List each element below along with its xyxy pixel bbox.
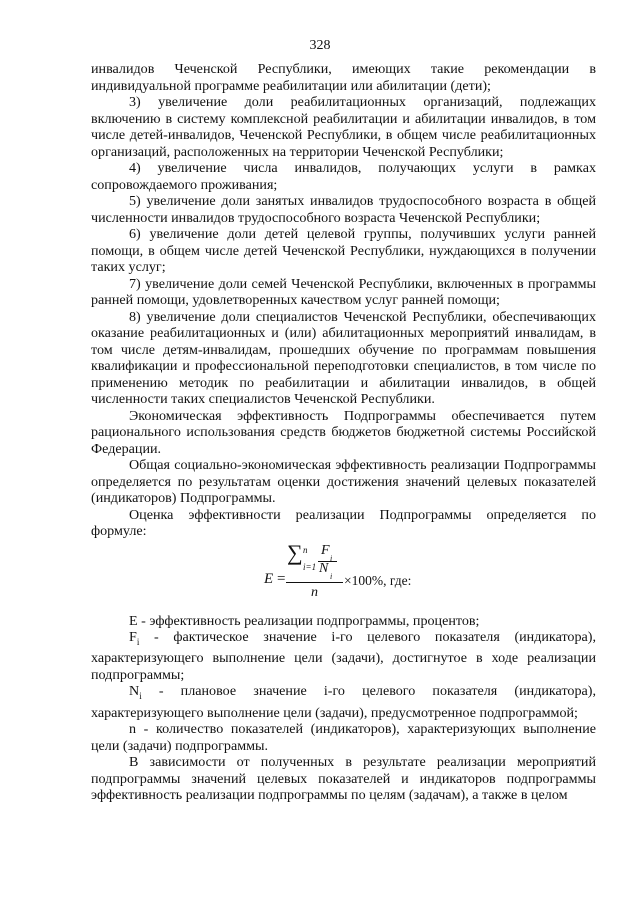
paragraph: Оценка эффективности реализации Подпрограммы определяется по формуле: xyxy=(91,506,596,539)
definition-symbol: N xyxy=(129,683,140,700)
definition-subscript: i xyxy=(136,636,140,647)
definition-symbol: F xyxy=(129,629,137,645)
formula-frac-den-sub: i xyxy=(330,571,333,581)
definition-symbol: E xyxy=(129,612,138,629)
formula-frac-num-sub: i xyxy=(330,553,333,563)
formula-suffix: ×100%, где: xyxy=(344,572,412,588)
paragraph: 7) увеличение доли семей Чеченской Республики, включенных в программы ранней помощи, удовлетворенных качеством услуг ранней помощи; xyxy=(91,275,596,308)
definition-symbol: n xyxy=(129,721,137,738)
formula-sum: ∑ xyxy=(287,539,303,565)
formula-equals: = xyxy=(277,570,286,587)
paragraph: 6) увеличение доли детей целевой группы, получивших услуги ранней помощи, в общем числе детей Чеченской Республики, нуждающихся в получении таких услуг; xyxy=(91,226,596,275)
paragraph: Общая социально-экономическая эффективность реализации Подпрограммы определяется по результатам оценки достижения значений целевых показателей (индикаторов) Подпрограммы. xyxy=(91,457,596,506)
paragraph: В зависимости от полученных в результате реализации мероприятий подпрограммы значений целевых показателей и индикаторов подпрограммы эффективность реализации подпрограммы по целям (задачам), а также в целом xyxy=(91,754,596,804)
document-body xyxy=(91,61,596,804)
paragraph: 4) увеличение числа инвалидов, получающих услуги в рамках сопровождаемого проживания; xyxy=(91,160,596,193)
paragraph: Экономическая эффективность Подпрограммы обеспечивается путем рационального использования средств бюджетов бюджетной системы Российской Федерации. xyxy=(91,407,596,457)
paragraph: 8) увеличение доли специалистов Чеченской Республики, обеспечивающих оказание реабилитационных и (или) абилитационных мероприятий инвалидам, в том числе детям-инвалидам, прошедших обучение по программам повышения квалификации и профессиональной переподготовки специалистов, в том числе по применению методик по реабилитации и абилитации инвалидов, в общей численности таких специалистов Чеченской Республики. xyxy=(91,308,596,407)
paragraph: 5) увеличение доли занятых инвалидов трудоспособного возраста в общей численности инвалидов трудоспособного возраста Чеченской Республики; xyxy=(91,193,596,226)
definition-item xyxy=(91,721,596,754)
definition-item xyxy=(91,629,596,683)
definition-subscript: i xyxy=(139,691,142,702)
formula-sum-upper: n xyxy=(303,544,308,555)
efficiency-formula xyxy=(91,541,596,611)
definition-text: - фактическое значение i-го целевого показателя (индикатора), характеризующего выполнение цели (задачи), достигнутое в ходе реализации подпрограммы; xyxy=(91,629,596,683)
paragraph: 3) увеличение доли реабилитационных организаций, подлежащих включению в систему комплексной реабилитации и абилитации инвалидов, в том числе детей-инвалидов, Чеченской Республики, в общем числе реабилитационных организаций, расположенных на территории Чеченской Республики; xyxy=(91,94,596,160)
formula-frac-num: F xyxy=(321,542,330,558)
formula-denominator: n xyxy=(311,584,318,600)
definition-item xyxy=(91,683,596,721)
definition-text: - количество показателей (индикаторов), характеризующих выполнение цели (задачи) подпрограммы. xyxy=(91,721,596,754)
definition-item xyxy=(91,613,596,630)
definition-text: - эффективность реализации подпрограммы, процентов; xyxy=(137,612,480,629)
definition-text: - плановое значение i-го целевого показателя (индикатора), характеризующего выполнение цели (задачи), предусмотренное подпрограммой; xyxy=(91,683,596,721)
formula-frac-den: N xyxy=(319,560,329,576)
formula-main-fraction-bar xyxy=(286,582,343,583)
page-number: 328 xyxy=(309,38,331,53)
formula-lhs: E xyxy=(264,570,274,587)
formula-sum-lower: i=1 xyxy=(303,561,317,572)
paragraph: инвалидов Чеченской Республики, имеющих такие рекомендации в индивидуальной программе реабилитации или абилитации (дети); xyxy=(91,61,596,94)
